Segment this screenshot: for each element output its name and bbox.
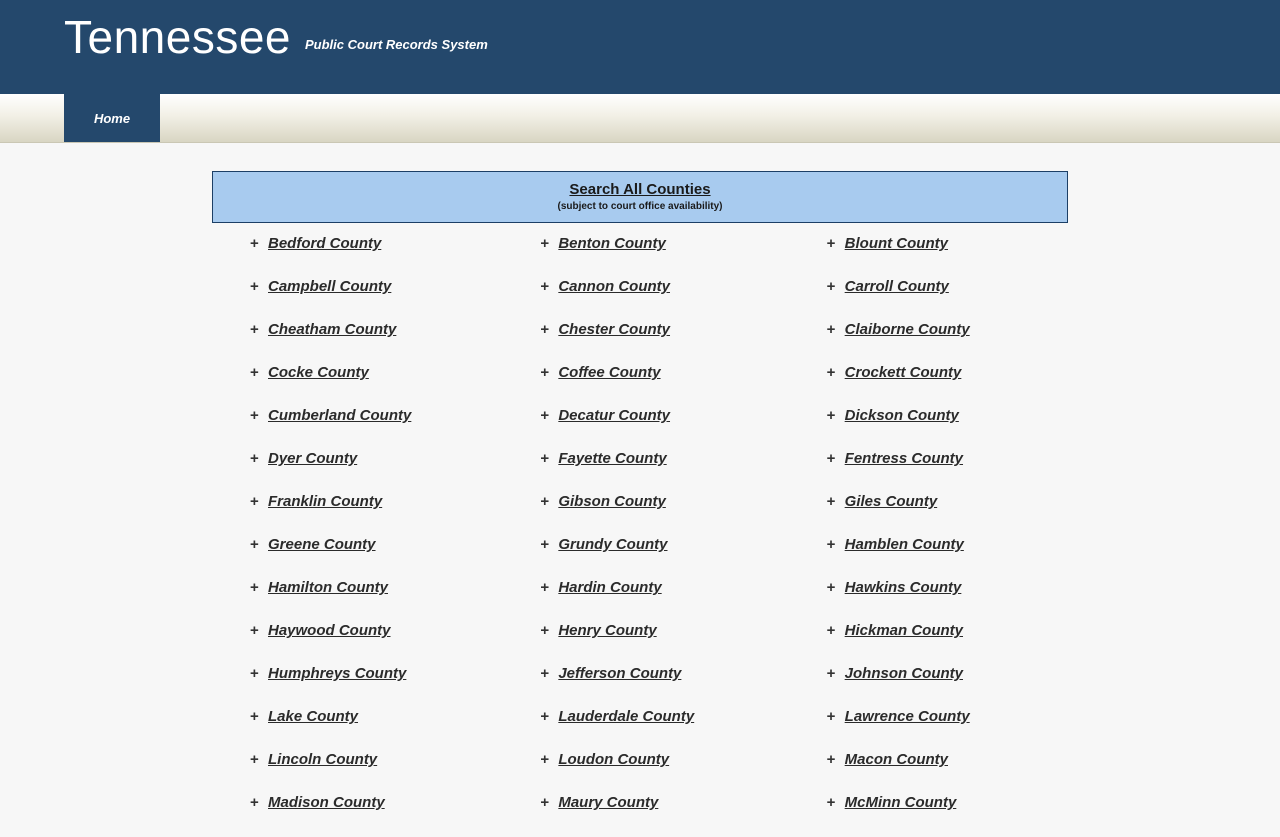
- expand-plus-icon[interactable]: +: [250, 665, 259, 682]
- expand-plus-icon[interactable]: +: [826, 708, 836, 725]
- county-link[interactable]: Fayette County: [558, 450, 667, 467]
- county-list-item[interactable]: [212, 321, 497, 364]
- county-link[interactable]: Hickman County: [844, 622, 964, 639]
- county-link[interactable]: Coffee County: [558, 364, 661, 381]
- county-link[interactable]: Chester County: [558, 321, 671, 338]
- county-link[interactable]: Fentress County: [844, 450, 964, 467]
- county-link[interactable]: Lauderdale County: [558, 708, 695, 725]
- county-link[interactable]: Jefferson County: [558, 665, 682, 682]
- expand-plus-icon[interactable]: +: [250, 407, 259, 424]
- expand-plus-icon[interactable]: +: [540, 579, 550, 596]
- county-list: [212, 223, 1068, 837]
- nav-left-spacer: [0, 94, 64, 142]
- county-link[interactable]: Blount County: [844, 235, 948, 252]
- county-list-item[interactable]: [497, 321, 782, 364]
- county-list-item[interactable]: [212, 278, 497, 321]
- county-list-item[interactable]: [212, 364, 497, 407]
- county-link[interactable]: Decatur County: [558, 407, 671, 424]
- expand-plus-icon[interactable]: +: [250, 321, 259, 338]
- county-link[interactable]: Claiborne County: [844, 321, 970, 338]
- site-header: [0, 0, 1280, 94]
- expand-plus-icon[interactable]: +: [540, 622, 550, 639]
- expand-plus-icon[interactable]: +: [540, 493, 550, 510]
- county-list-item[interactable]: [497, 278, 782, 321]
- expand-plus-icon[interactable]: +: [826, 364, 836, 381]
- county-link[interactable]: Carroll County: [844, 278, 949, 295]
- expand-plus-icon[interactable]: +: [826, 321, 836, 338]
- expand-plus-icon[interactable]: +: [540, 278, 550, 295]
- expand-plus-icon[interactable]: +: [540, 321, 550, 338]
- county-link[interactable]: Maury County: [558, 794, 659, 811]
- expand-plus-icon[interactable]: +: [826, 235, 836, 252]
- county-link[interactable]: Lawrence County: [844, 708, 970, 725]
- county-link[interactable]: Lincoln County: [268, 751, 378, 768]
- expand-plus-icon[interactable]: +: [826, 493, 836, 510]
- expand-plus-icon[interactable]: +: [250, 579, 259, 596]
- county-list-item[interactable]: [783, 665, 1068, 708]
- expand-plus-icon[interactable]: +: [250, 493, 259, 510]
- expand-plus-icon[interactable]: +: [826, 407, 836, 424]
- county-list-item[interactable]: [497, 579, 782, 622]
- expand-plus-icon[interactable]: +: [826, 278, 836, 295]
- county-list-item[interactable]: [497, 407, 782, 450]
- county-link[interactable]: Cheatham County: [268, 321, 397, 338]
- county-link[interactable]: Loudon County: [558, 751, 670, 768]
- county-link[interactable]: Hamblen County: [844, 536, 964, 553]
- county-list-item[interactable]: [212, 407, 497, 450]
- county-link[interactable]: Dyer County: [268, 450, 358, 467]
- expand-plus-icon[interactable]: +: [540, 364, 550, 381]
- county-list-item[interactable]: [783, 794, 1068, 837]
- county-link[interactable]: Franklin County: [268, 493, 383, 510]
- expand-plus-icon[interactable]: +: [540, 794, 550, 811]
- county-link[interactable]: Madison County: [268, 794, 385, 811]
- county-list-item[interactable]: [783, 579, 1068, 622]
- county-link[interactable]: Hawkins County: [844, 579, 962, 596]
- county-list-item[interactable]: [783, 278, 1068, 321]
- county-list-item[interactable]: [783, 364, 1068, 407]
- county-list-item[interactable]: [783, 321, 1068, 364]
- county-list-item[interactable]: [783, 450, 1068, 493]
- county-link[interactable]: Johnson County: [844, 665, 963, 682]
- expand-plus-icon[interactable]: +: [250, 751, 259, 768]
- county-link[interactable]: McMinn County: [844, 794, 957, 811]
- county-link[interactable]: Haywood County: [268, 622, 391, 639]
- county-list-item[interactable]: [212, 708, 497, 751]
- county-link[interactable]: Cumberland County: [268, 407, 412, 424]
- expand-plus-icon[interactable]: +: [540, 751, 550, 768]
- county-list-item[interactable]: [783, 235, 1068, 278]
- county-list-item[interactable]: [497, 794, 782, 837]
- county-list-item[interactable]: [212, 579, 497, 622]
- county-link[interactable]: Lake County: [268, 708, 359, 725]
- expand-plus-icon[interactable]: +: [826, 536, 836, 553]
- county-list-item[interactable]: [497, 665, 782, 708]
- site-subtitle: Public Court Records System: [305, 37, 488, 52]
- county-link[interactable]: Grundy County: [558, 536, 668, 553]
- expand-plus-icon[interactable]: +: [826, 579, 836, 596]
- expand-plus-icon[interactable]: +: [250, 235, 259, 252]
- search-all-counties-banner[interactable]: [212, 171, 1068, 223]
- search-all-counties-note: (subject to court office availability): [557, 201, 723, 212]
- header-inner: [0, 0, 1280, 94]
- county-list-item[interactable]: [212, 536, 497, 579]
- page-content: [0, 143, 1280, 837]
- county-link[interactable]: Bedford County: [268, 235, 382, 252]
- nav-tab-home[interactable]: Home: [64, 94, 160, 142]
- county-list-item[interactable]: [497, 235, 782, 278]
- expand-plus-icon[interactable]: +: [250, 708, 259, 725]
- county-list-item[interactable]: [497, 536, 782, 579]
- site-title: Tennessee: [64, 11, 291, 63]
- county-list-item[interactable]: [212, 622, 497, 665]
- expand-plus-icon[interactable]: +: [250, 622, 259, 639]
- main-navigation: [0, 94, 1280, 143]
- county-list-item[interactable]: [497, 450, 782, 493]
- expand-plus-icon[interactable]: +: [826, 751, 836, 768]
- county-link[interactable]: Henry County: [558, 622, 657, 639]
- county-list-item[interactable]: [212, 493, 497, 536]
- county-link[interactable]: Cannon County: [558, 278, 670, 295]
- county-list-item[interactable]: [497, 708, 782, 751]
- county-link[interactable]: Humphreys County: [268, 665, 407, 682]
- county-list-item[interactable]: [212, 450, 497, 493]
- county-list-item[interactable]: [212, 794, 497, 837]
- county-link[interactable]: Macon County: [844, 751, 948, 768]
- county-list-item[interactable]: [212, 665, 497, 708]
- expand-plus-icon[interactable]: +: [540, 407, 550, 424]
- expand-plus-icon[interactable]: +: [250, 794, 259, 811]
- expand-plus-icon[interactable]: +: [540, 235, 550, 252]
- county-link[interactable]: Campbell County: [268, 278, 392, 295]
- county-list-item[interactable]: [783, 536, 1068, 579]
- county-list-item[interactable]: [783, 751, 1068, 794]
- county-list-item[interactable]: [783, 622, 1068, 665]
- county-list-item[interactable]: [783, 708, 1068, 751]
- expand-plus-icon[interactable]: +: [826, 450, 836, 467]
- county-list-item[interactable]: [212, 751, 497, 794]
- county-list-item[interactable]: [783, 493, 1068, 536]
- expand-plus-icon[interactable]: +: [250, 364, 259, 381]
- expand-plus-icon[interactable]: +: [540, 665, 550, 682]
- county-list-item[interactable]: [497, 364, 782, 407]
- expand-plus-icon[interactable]: +: [826, 794, 836, 811]
- expand-plus-icon[interactable]: +: [250, 450, 259, 467]
- county-list-item[interactable]: [497, 622, 782, 665]
- search-all-counties-link[interactable]: Search All Counties: [569, 181, 711, 198]
- county-link[interactable]: Crockett County: [844, 364, 962, 381]
- county-link[interactable]: Dickson County: [844, 407, 959, 424]
- county-link[interactable]: Hamilton County: [268, 579, 388, 596]
- expand-plus-icon[interactable]: +: [250, 536, 259, 553]
- expand-plus-icon[interactable]: +: [250, 278, 259, 295]
- county-link[interactable]: Benton County: [558, 235, 666, 252]
- county-link[interactable]: Hardin County: [558, 579, 662, 596]
- expand-plus-icon[interactable]: +: [540, 536, 550, 553]
- county-link[interactable]: Greene County: [268, 536, 376, 553]
- expand-plus-icon[interactable]: +: [540, 708, 550, 725]
- county-list-item[interactable]: [497, 493, 782, 536]
- county-list-item[interactable]: [212, 235, 497, 278]
- county-link[interactable]: Giles County: [844, 493, 938, 510]
- county-link[interactable]: Gibson County: [558, 493, 666, 510]
- county-list-item[interactable]: [783, 407, 1068, 450]
- county-list-item[interactable]: [497, 751, 782, 794]
- expand-plus-icon[interactable]: +: [826, 665, 836, 682]
- expand-plus-icon[interactable]: +: [826, 622, 836, 639]
- expand-plus-icon[interactable]: +: [540, 450, 550, 467]
- county-link[interactable]: Cocke County: [268, 364, 369, 381]
